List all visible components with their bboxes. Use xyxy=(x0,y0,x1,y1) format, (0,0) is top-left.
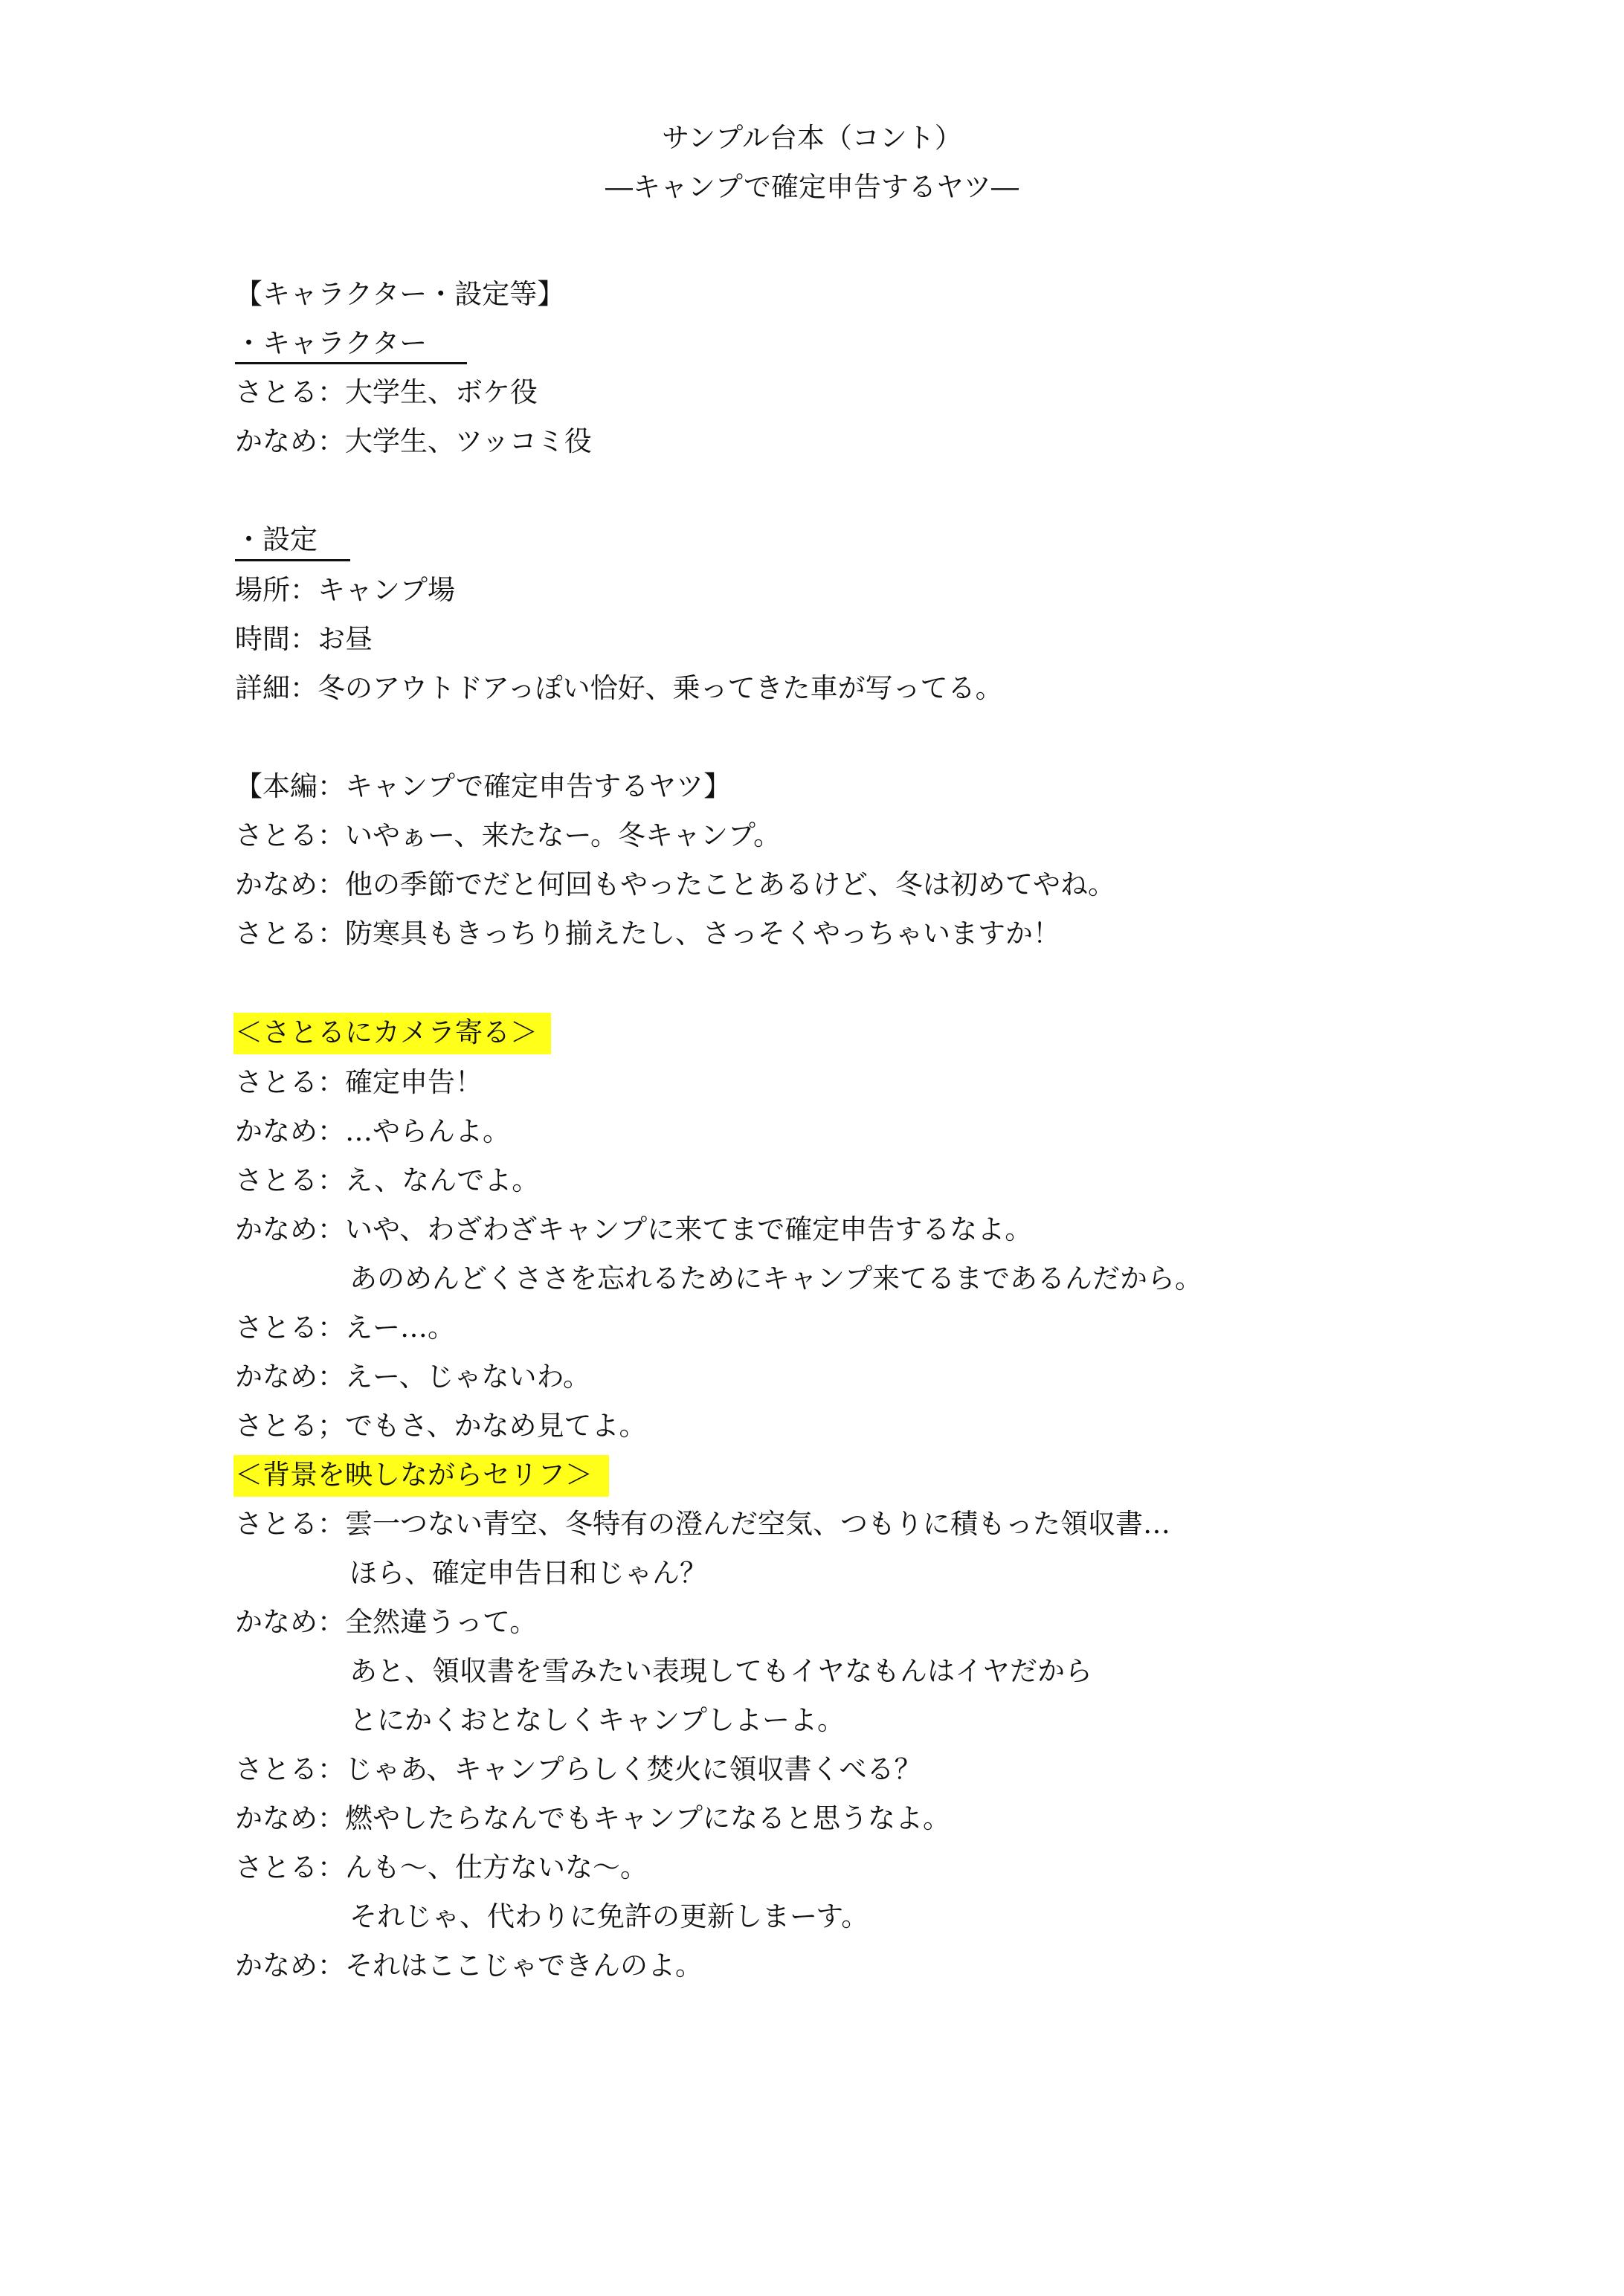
main-section-heading: 【本編：キャンプで確定申告するヤツ】 xyxy=(235,770,732,802)
characters-heading-underline xyxy=(235,362,467,364)
dialogue-line: かなめ：…やらんよ。 xyxy=(235,1115,510,1147)
dialogue-line: さとる：確定申告！ xyxy=(235,1066,483,1098)
character-line: さとる：大学生、ボケ役 xyxy=(235,376,538,408)
stage-direction: ＜背景を映しながらセリフ＞ xyxy=(235,1459,593,1491)
dialogue-line: さとる：雲一つない青空、冬特有の澄んだ空気、つもりに積もった領収書… xyxy=(235,1508,1170,1540)
dialogue-continuation: あと、領収書を雪みたい表現してもイヤなもんはイヤだから xyxy=(349,1655,1092,1687)
setting-line: 詳細：冬のアウトドアっぽい恰好、乗ってきた車が写ってる。 xyxy=(235,672,1003,704)
stage-direction: ＜さとるにカメラ寄る＞ xyxy=(235,1016,538,1048)
setting-heading-underline xyxy=(235,559,350,561)
dialogue-line: かなめ：全然違うって。 xyxy=(235,1606,538,1638)
setting-line: 時間：お昼 xyxy=(235,623,373,655)
dialogue-continuation: あのめんどくささを忘れるためにキャンプ来てるまであるんだから。 xyxy=(349,1263,1202,1294)
setting-line: 場所：キャンプ場 xyxy=(235,574,455,606)
character-line: かなめ：大学生、ツッコミ役 xyxy=(235,425,592,457)
dialogue-continuation: それじゃ、代わりに免許の更新しまーす。 xyxy=(349,1900,869,1932)
dialogue-line: かなめ：それはここじゃできんのよ。 xyxy=(235,1950,703,1981)
document-title: サンプル台本（コント） xyxy=(662,122,962,154)
dialogue-line: さとる；でもさ、かなめ見てよ。 xyxy=(235,1410,647,1442)
characters-heading: ・キャラクター xyxy=(235,327,428,359)
dialogue-line: さとる：えー…。 xyxy=(235,1312,455,1344)
settings-heading: 【キャラクター・設定等】 xyxy=(235,278,565,310)
dialogue-line: かなめ：他の季節でだと何回もやったことあるけど、冬は初めてやね。 xyxy=(235,868,1115,900)
dialogue-line: かなめ：いや、わざわざキャンプに来てまで確定申告するなよ。 xyxy=(235,1213,1033,1245)
dialogue-line: さとる：防寒具もきっちり揃えたし、さっそくやっちゃいますか！ xyxy=(235,918,1060,949)
dialogue-line: かなめ：燃やしたらなんでもキャンプになると思うなよ。 xyxy=(235,1802,950,1834)
dialogue-line: さとる：え、なんでよ。 xyxy=(235,1164,540,1196)
dialogue-continuation: ほら、確定申告日和じゃん？ xyxy=(349,1557,707,1589)
dialogue-line: さとる：んも～、仕方ないな～。 xyxy=(235,1851,648,1883)
dialogue-line: かなめ：えー、じゃないわ。 xyxy=(235,1361,591,1393)
dialogue-line: さとる：いやぁー、来たなー。冬キャンプ。 xyxy=(235,819,782,851)
dialogue-line: さとる：じゃあ、キャンプらしく焚火に領収書くべる？ xyxy=(235,1753,922,1785)
document-subtitle: ―キャンプで確定申告するヤツ― xyxy=(605,171,1019,203)
setting-heading: ・設定 xyxy=(235,523,318,555)
dialogue-continuation: とにかくおとなしくキャンプしよーよ。 xyxy=(349,1704,845,1736)
